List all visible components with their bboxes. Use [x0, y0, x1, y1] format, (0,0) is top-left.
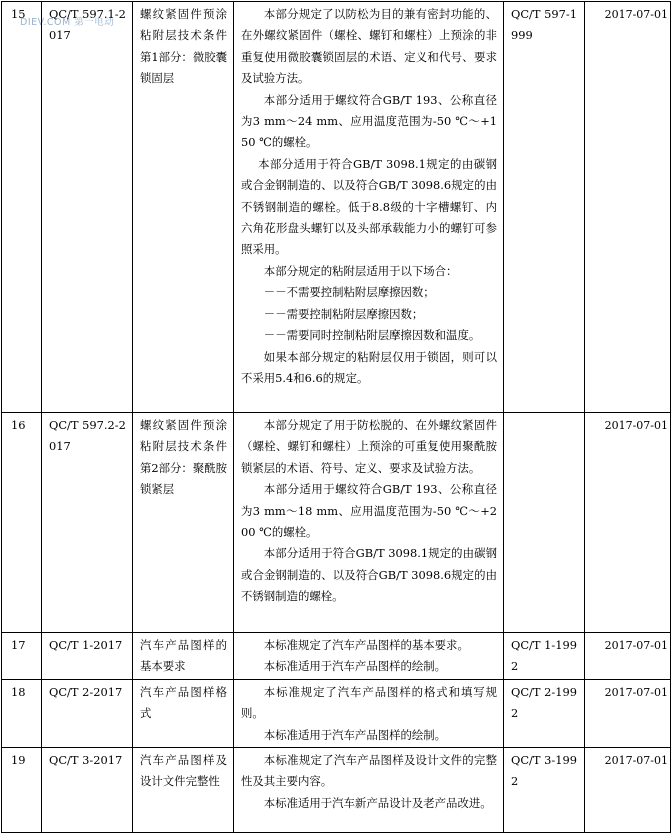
- standard-code: QC/T 2-2017: [42, 679, 133, 747]
- description-paragraph: 本部分规定了用于防松脱的、在外螺纹紧固件（螺栓、螺钉和螺柱）上预涂的可重复使用聚酰胺锁紧层的术语、符号、定义、要求及试验方法。: [241, 418, 497, 475]
- description-paragraph: 本标准规定了汽车产品图样的基本要求。: [263, 638, 469, 652]
- table-row: [2, 633, 671, 680]
- standard-description: [234, 413, 504, 633]
- table-row: [2, 2, 671, 413]
- effective-date: 2017-07-01: [585, 2, 671, 413]
- standard-description: [234, 748, 504, 833]
- standard-code: QC/T 3-2017: [42, 748, 133, 833]
- description-paragraph: 如果本部分规定的粘附层仅用于锁固，则可以不采用5.4和6.6的规定。: [241, 349, 497, 385]
- description-paragraph: 本部分适用于螺纹符合GB/T 193、公称直径为3 mm～24 mm、应用温度范围为-50 ℃～+150 ℃的螺栓。: [241, 92, 497, 150]
- description-paragraph: 本标准规定了汽车产品图样的格式和填写规则。: [241, 684, 497, 721]
- standards-table: [1, 1, 671, 833]
- row-number: 18: [2, 679, 42, 747]
- description-paragraph: 本部分适用于螺纹符合GB/T 193、公称直径为3 mm～18 mm、应用温度范围为-50 ℃～+200 ℃的螺栓。: [241, 482, 497, 540]
- replaced-standard: QC/T 3-1992: [504, 748, 585, 833]
- standard-code: QC/T 597.2-2017: [42, 413, 133, 633]
- replaced-standard: [504, 413, 585, 633]
- table-row: [2, 679, 671, 747]
- standard-name: 汽车产品图样的基本要求: [133, 633, 234, 680]
- replaced-standard: QC/T 1-1992: [504, 633, 585, 680]
- effective-date: 2017-07-01: [585, 748, 671, 833]
- description-paragraph: －－需要同时控制粘附层摩擦因数和温度。: [263, 328, 481, 343]
- effective-date: 2017-07-01: [585, 679, 671, 747]
- row-number: 15: [2, 2, 42, 413]
- description-paragraph: 本部分规定了以防松为目的兼有密封功能的、在外螺纹紧固件（螺栓、螺钉和螺柱）上预涂的非重复使用微胶囊锁固层的术语、定义和代号、要求及试验方法。: [241, 7, 497, 86]
- watermark: DIEV.COM 第一电动: [20, 17, 115, 28]
- row-number: 19: [2, 748, 42, 833]
- standard-name: 汽车产品图样格式: [133, 679, 234, 747]
- standard-description: [234, 679, 504, 747]
- description-paragraph: 本标准适用于汽车新产品设计及老产品改进。: [263, 795, 492, 810]
- effective-date: 2017-07-01: [585, 633, 671, 680]
- description-paragraph: 本部分适用于符合GB/T 3098.1规定的由碳钢或合金钢制造的、以及符合GB/T 3098.6规定的由不锈钢制造的螺栓。: [241, 546, 497, 604]
- description-paragraph: 本标准适用于汽车产品图样的绘制。: [263, 659, 447, 674]
- standard-code: QC/T 597.1-2017: [42, 2, 133, 413]
- replaced-standard: QC/T 597-1999: [504, 2, 585, 413]
- table-body: [2, 2, 671, 833]
- description-paragraph: 本标准规定了汽车产品图样及设计文件的完整性及其主要内容。: [241, 753, 497, 789]
- effective-date: 2017-07-01: [585, 413, 671, 633]
- replaced-standard: QC/T 2-1992: [504, 679, 585, 747]
- description-paragraph: －－不需要控制粘附层摩擦因数；: [263, 285, 435, 300]
- description-paragraph: 本部分规定的粘附层适用于以下场合：: [263, 263, 458, 278]
- description-paragraph: 本部分适用于符合GB/T 3098.1规定的由碳钢或合金钢制造的、以及符合GB/T 3098.6规定的由不锈钢制造的螺栓。低于8.8级的十字槽螺钉、内六角花形盘头螺钉以及头部承载能力小的螺钉可参照采用。: [241, 156, 497, 257]
- row-number: 16: [2, 413, 42, 633]
- standard-name: 汽车产品图样及设计文件完整性: [133, 748, 234, 833]
- standard-code: QC/T 1-2017: [42, 633, 133, 680]
- standard-name: 螺纹紧固件预涂粘附层技术条件 第1部分：微胶囊锁固层: [133, 2, 234, 413]
- table-row: [2, 413, 671, 633]
- standard-description: [234, 633, 504, 680]
- standard-name: 螺纹紧固件预涂粘附层技术条件 第2部分：聚酰胺锁紧层: [133, 413, 234, 633]
- row-number: 17: [2, 633, 42, 680]
- standard-description: [234, 2, 504, 413]
- description-paragraph: －－需要控制粘附层摩擦因数；: [263, 306, 424, 321]
- description-paragraph: 本标准适用于汽车产品图样的绘制。: [263, 727, 447, 742]
- table-row: [2, 748, 671, 833]
